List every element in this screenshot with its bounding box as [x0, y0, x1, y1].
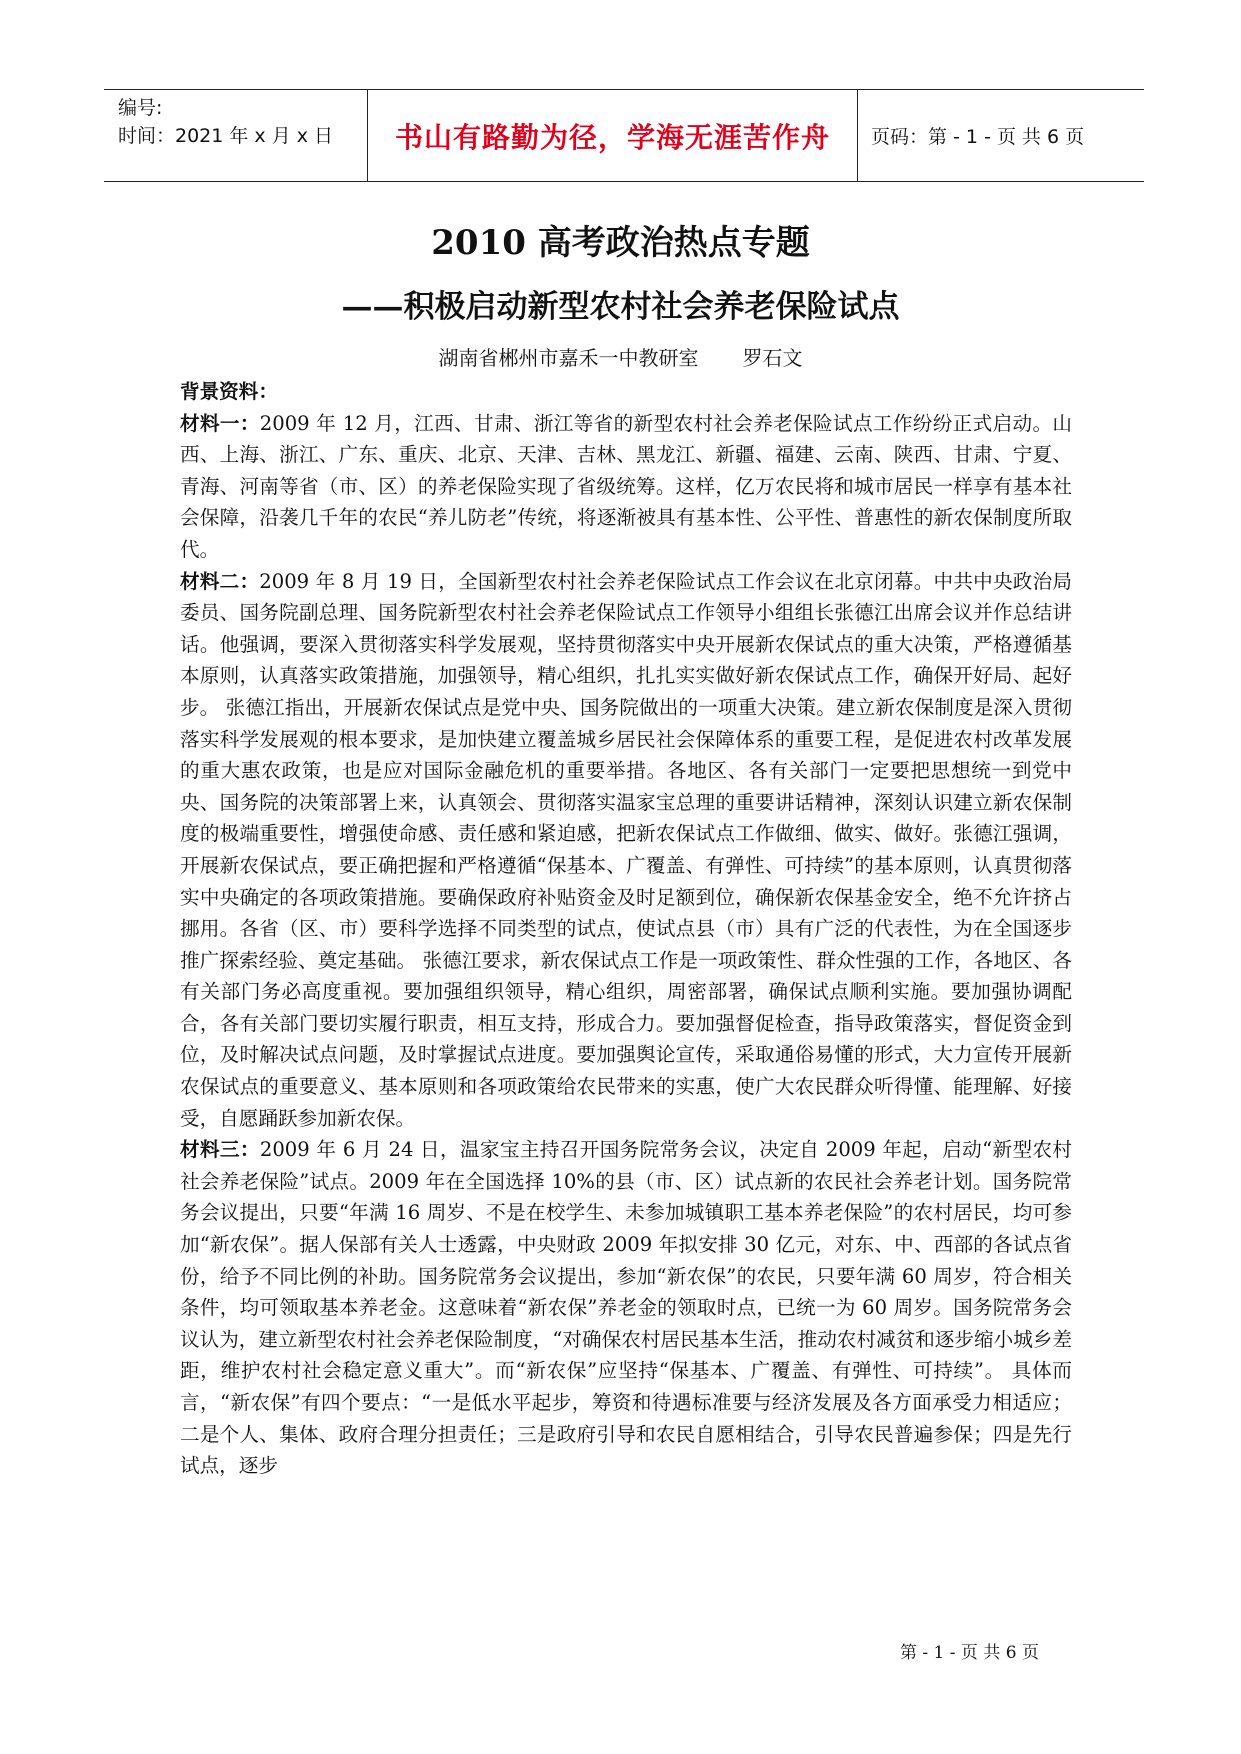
material-text: 2009 年 12 月，江西、甘肃、浙江等省的新型农村社会养老保险试点工作纷纷正式启动。山西、上海、浙江、广东、重庆、北京、天津、吉林、黑龙江、新疆、福建、云南、陕西、甘肃、宁夏、青海、河南等省（市、区）的养老保险实现了省级统筹。这样，亿万农民将和城市居民一样享有基本社会保障，沿袭几千年的农民“养儿防老”传统，将逐渐被具有基本性、公平性、普惠性的新农保制度所取代。	[180, 411, 1072, 561]
document-header	[104, 89, 1144, 182]
material-label: 材料三：	[180, 1138, 260, 1162]
header-page-code-cell	[858, 90, 1144, 181]
document-body	[180, 376, 1072, 1482]
header-page-code: 页码：第 - 1 - 页 共 6 页	[871, 126, 1085, 148]
material-label: 材料一：	[180, 411, 260, 435]
material-text: 2009 年 8 月 19 日，全国新型农村社会养老保险试点工作会议在北京闭幕。中共中央政治局委员、国务院副总理、国务院新型农村社会养老保险试点工作领导小组组长张德江出席会议并作总结讲话。他强调，要深入贯彻落实科学发展观，坚持贯彻落实中央开展新农保试点的重大决策，严格遵循基本原则，认真落实政策措施，加强领导，精心组织，扎扎实实做好新农保试点工作，确保开好局、起好步。 张德江指出，开展新农保试点是党中央、国务院做出的一项重大决策。建立新农保制度是深入贯彻落实科学发展观的根本要求，是加快建立覆盖城乡居民社会保障体系的重要工程，是促进农村改革发展的重大惠农政策，也是应对国际金融危机的重要举措。各地区、各有关部门一定要把思想统一到党中央、国务院的决策部署上来，认真领会、贯彻落实温家宝总理的重要讲话精神，深刻认识建立新农保制度的极端重要性，增强使命感、责任感和紧迫感，把新农保试点工作做细、做实、做好。张德江强调，开展新农保试点，要正确把握和严格遵循“保基本、广覆盖、有弹性、可持续”的基本原则，认真贯彻落实中央确定的各项政策措施。要确保政府补贴资金及时足额到位，确保新农保基金安全，绝不允许挤占挪用。各省（区、市）要科学选择不同类型的试点，使试点县（市）具有广泛的代表性，为在全国逐步推广探索经验、奠定基础。 张德江要求，新农保试点工作是一项政策性、群众性强的工作，各地区、各有关部门务必高度重视。要加强组织领导，精心组织，周密部署，确保试点顺利实施。要加强协调配合，各有关部门要切实履行职责，相互支持，形成合力。要加强督促检查，指导政策落实，督促资金到位，及时解决试点问题，及时掌握试点进度。要加强舆论宣传，采取通俗易懂的形式，大力宣传开展新农保试点的重要意义、基本原则和各项政策给农民带来的实惠，使广大农民群众听得懂、能理解、好接受，自愿踊跃参加新农保。	[180, 569, 1073, 1130]
page-footer: 第 - 1 - 页 共 6 页	[900, 1643, 1039, 1663]
author-organization: 湖南省郴州市嘉禾一中教研室	[438, 346, 699, 370]
material-label: 材料二：	[180, 569, 260, 593]
document-subtitle: ——积极启动新型农村社会养老保险试点	[341, 289, 900, 325]
document-title: 2010 高考政治热点专题	[431, 223, 810, 263]
author-line	[0, 342, 1241, 374]
document-time-label: 时间：2021 年 x 月 x 日	[118, 125, 334, 147]
header-meta-cell	[104, 90, 368, 181]
material-paragraph	[180, 408, 1072, 566]
header-motto: 书山有路勤为径，学海无涯苦作舟	[394, 120, 830, 154]
document-number-label: 编号:	[118, 97, 163, 119]
material-paragraph	[180, 566, 1072, 1135]
background-heading: 背景资料：	[180, 380, 278, 403]
author-name: 罗石文	[742, 346, 803, 370]
header-motto-cell	[368, 90, 858, 181]
material-text: 2009 年 6 月 24 日，温家宝主持召开国务院常务会议，决定自 2009 年起，启动“新型农村社会养老保险”试点。2009 年在全国选择 10%的县（市、区）试点新的农民社会养老计划。国务院常务会议提出，只要“年满 16 周岁、不是在校学生、未参加城镇职工基本养老保险”的农村居民，均可参加“新农保”。据人保部有关人士透露，中央财政 2009 年拟安排 30 亿元，对东、中、西部的各试点省份，给予不同比例的补助。国务院常务会议提出，参加“新农保”的农民，只要年满 60 周岁，符合相关条件，均可领取基本养老金。这意味着“新农保”养老金的领取时点，已统一为 60 周岁。国务院常务会议认为，建立新型农村社会养老保险制度，“对确保农村居民基本生活，推动农村减贫和逐步缩小城乡差距，维护农村社会稳定意义重大”。而“新农保”应坚持“保基本、广覆盖、有弹性、可持续”。 具体而言，“新农保”有四个要点：“一是低水平起步，筹资和待遇标准要与经济发展及各方面承受力相适应；二是个人、集体、政府合理分担责任；三是政府引导和农民自愿相结合，引导农民普遍参保；四是先行试点，逐步	[180, 1138, 1073, 1478]
material-paragraph	[180, 1134, 1072, 1482]
